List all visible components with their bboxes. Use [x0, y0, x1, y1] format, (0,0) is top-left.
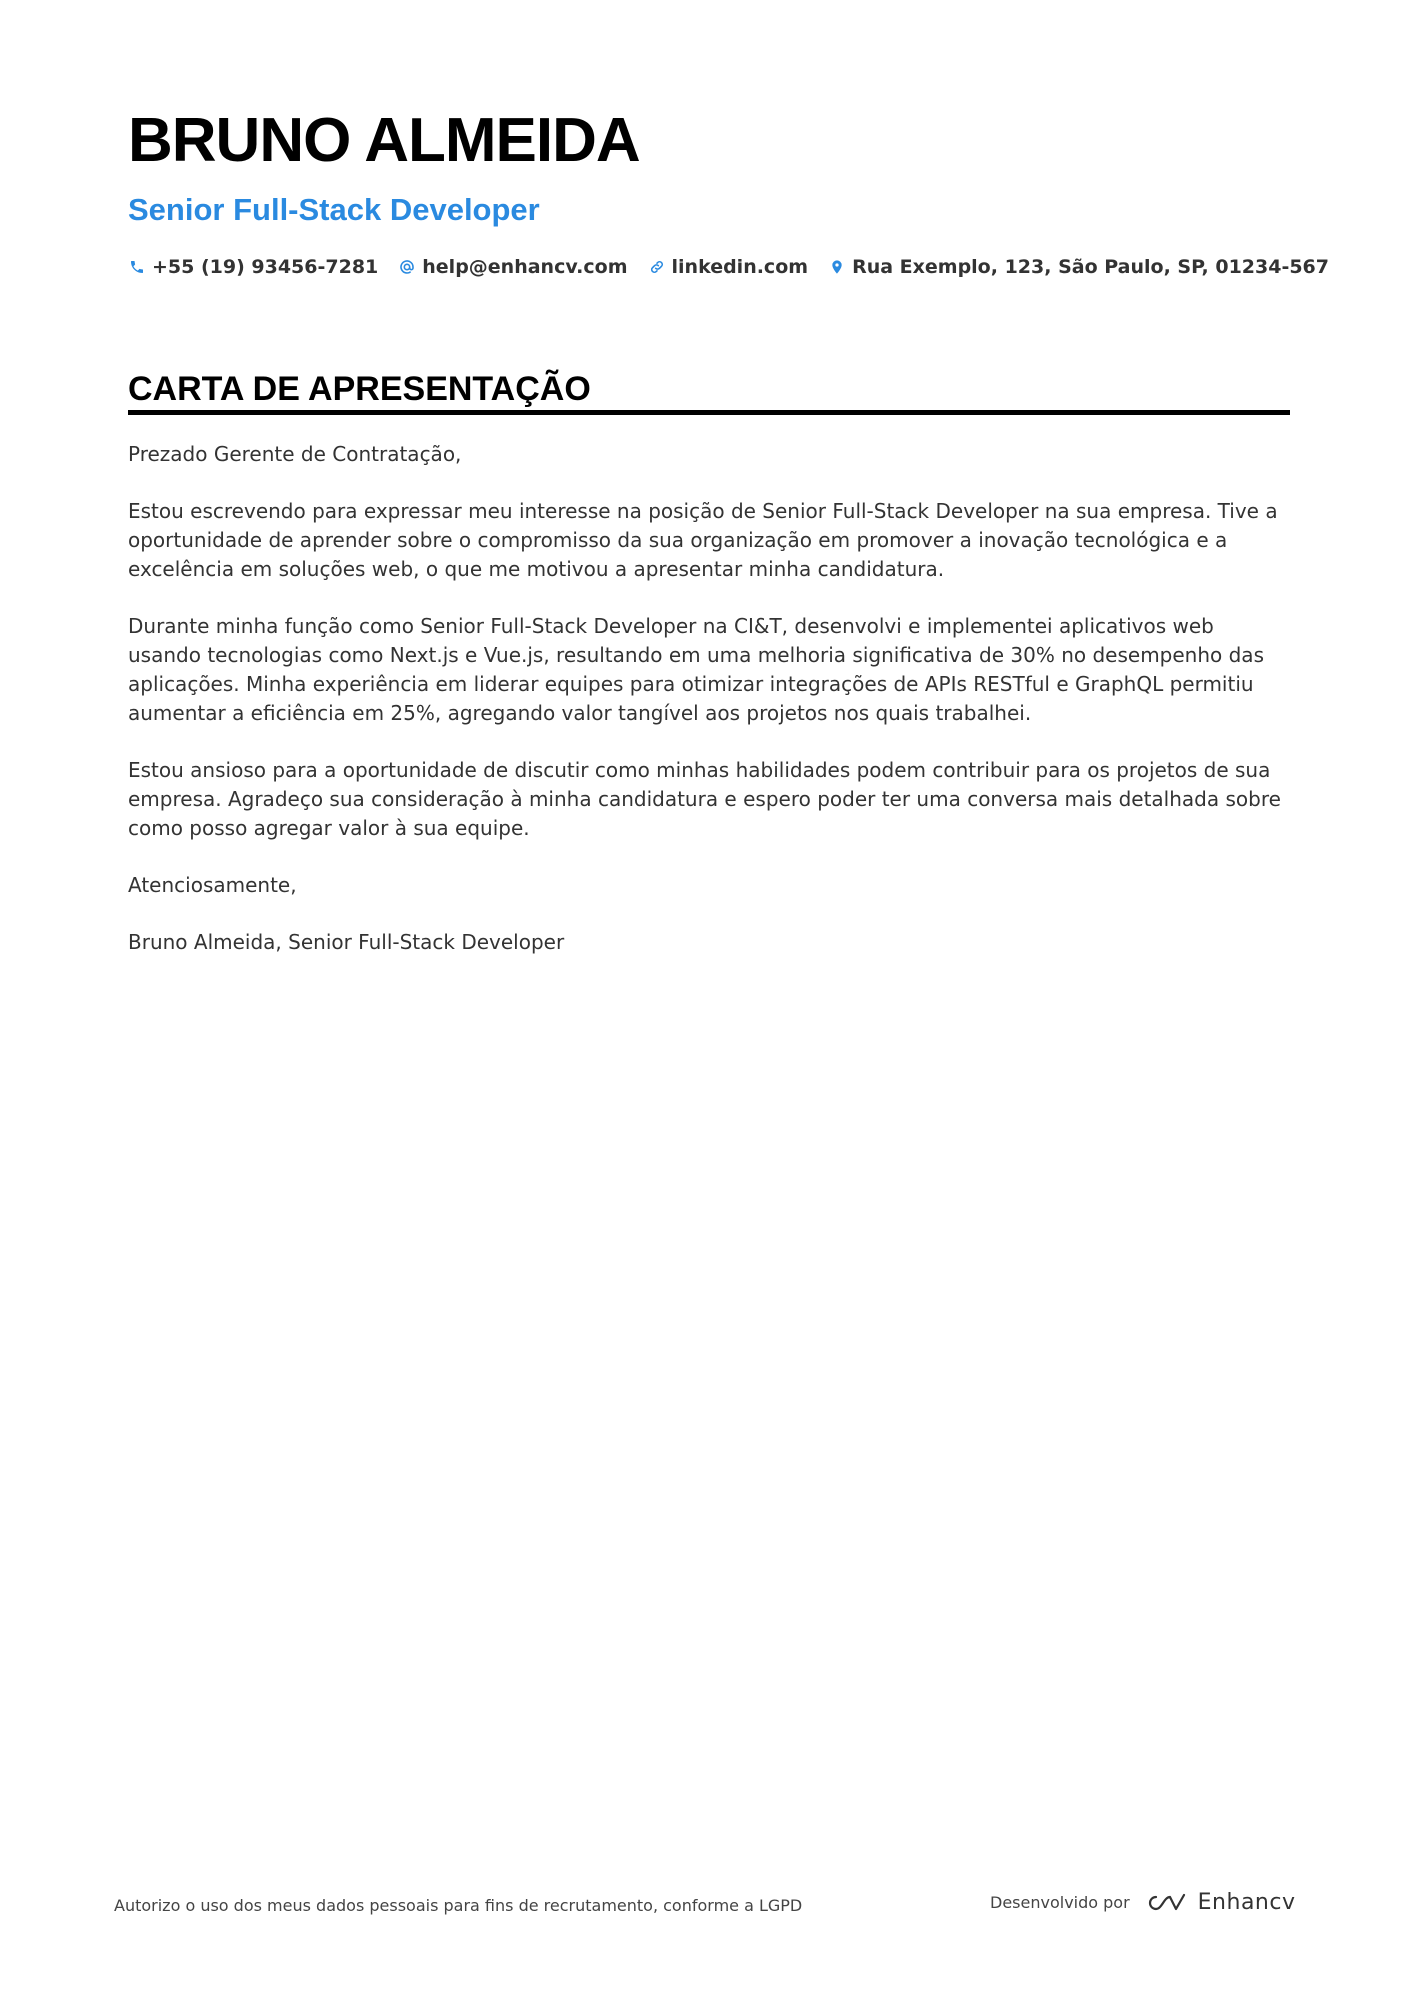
section-title: CARTA DE APRESENTAÇÃO	[128, 370, 591, 408]
contact-bar	[128, 256, 1349, 278]
candidate-title: Senior Full-Stack Developer	[128, 192, 540, 227]
contact-linkedin-text[interactable]: linkedin.com	[671, 256, 809, 278]
enhancv-brand: Enhancv	[1197, 1890, 1296, 1915]
letter-paragraph: Durante minha função como Senior Full-Stack Developer na CI&T, desenvolvi e implementei aplicativos web usando tecnologias como Next.js e Vue.js, resultando em uma melhoria significativa de 30% no desempenho das aplicações. Minha experiência em liderar equipes para otimizar integrações de APIs RESTful e GraphQL permitiu aumentar a eficiência em 25%, agregando valor tangível aos projetos nos quais trabalhei.	[128, 614, 1264, 725]
contact-linkedin[interactable]	[648, 256, 809, 278]
consent-note: Autorizo o uso dos meus dados pessoais para fins de recrutamento, conforme a LGPD	[114, 1896, 803, 1915]
contact-email-text[interactable]: help@enhancv.com	[422, 256, 628, 278]
section-divider	[128, 410, 1290, 415]
powered-by-label: Desenvolvido por	[990, 1893, 1130, 1912]
letter-paragraph: Estou escrevendo para expressar meu interesse na posição de Senior Full-Stack Developer na sua empresa. Tive a oportunidade de aprender sobre o compromisso da sua organização em promover a inovação tecnológica e a excelência em soluções web, o que me motivou a apresentar minha candidatura.	[128, 499, 1278, 581]
phone-icon	[128, 258, 146, 276]
contact-address-text: Rua Exemplo, 123, São Paulo, SP, 01234-567	[852, 256, 1330, 278]
enhancv-logo-icon	[1142, 1891, 1188, 1915]
letter-signature: Bruno Almeida, Senior Full-Stack Developer	[128, 930, 565, 954]
link-icon	[648, 258, 666, 276]
contact-phone	[128, 256, 378, 278]
contact-address	[828, 256, 1329, 278]
powered-by	[990, 1890, 1295, 1915]
letter-closing: Atenciosamente,	[128, 873, 297, 897]
at-icon	[398, 258, 416, 276]
candidate-name: BRUNO ALMEIDA	[128, 106, 640, 175]
letter-paragraph: Estou ansioso para a oportunidade de discutir como minhas habilidades podem contribuir para os projetos de sua empresa. Agradeço sua consideração à minha candidatura e espero poder ter uma conversa mais detalhada sobre como posso agregar valor à sua equipe.	[128, 758, 1281, 840]
location-pin-icon	[828, 258, 846, 276]
contact-email[interactable]	[398, 256, 627, 278]
letter-body	[128, 440, 1290, 985]
letter-salutation: Prezado Gerente de Contratação,	[128, 442, 462, 466]
contact-phone-text: +55 (19) 93456-7281	[152, 256, 379, 278]
